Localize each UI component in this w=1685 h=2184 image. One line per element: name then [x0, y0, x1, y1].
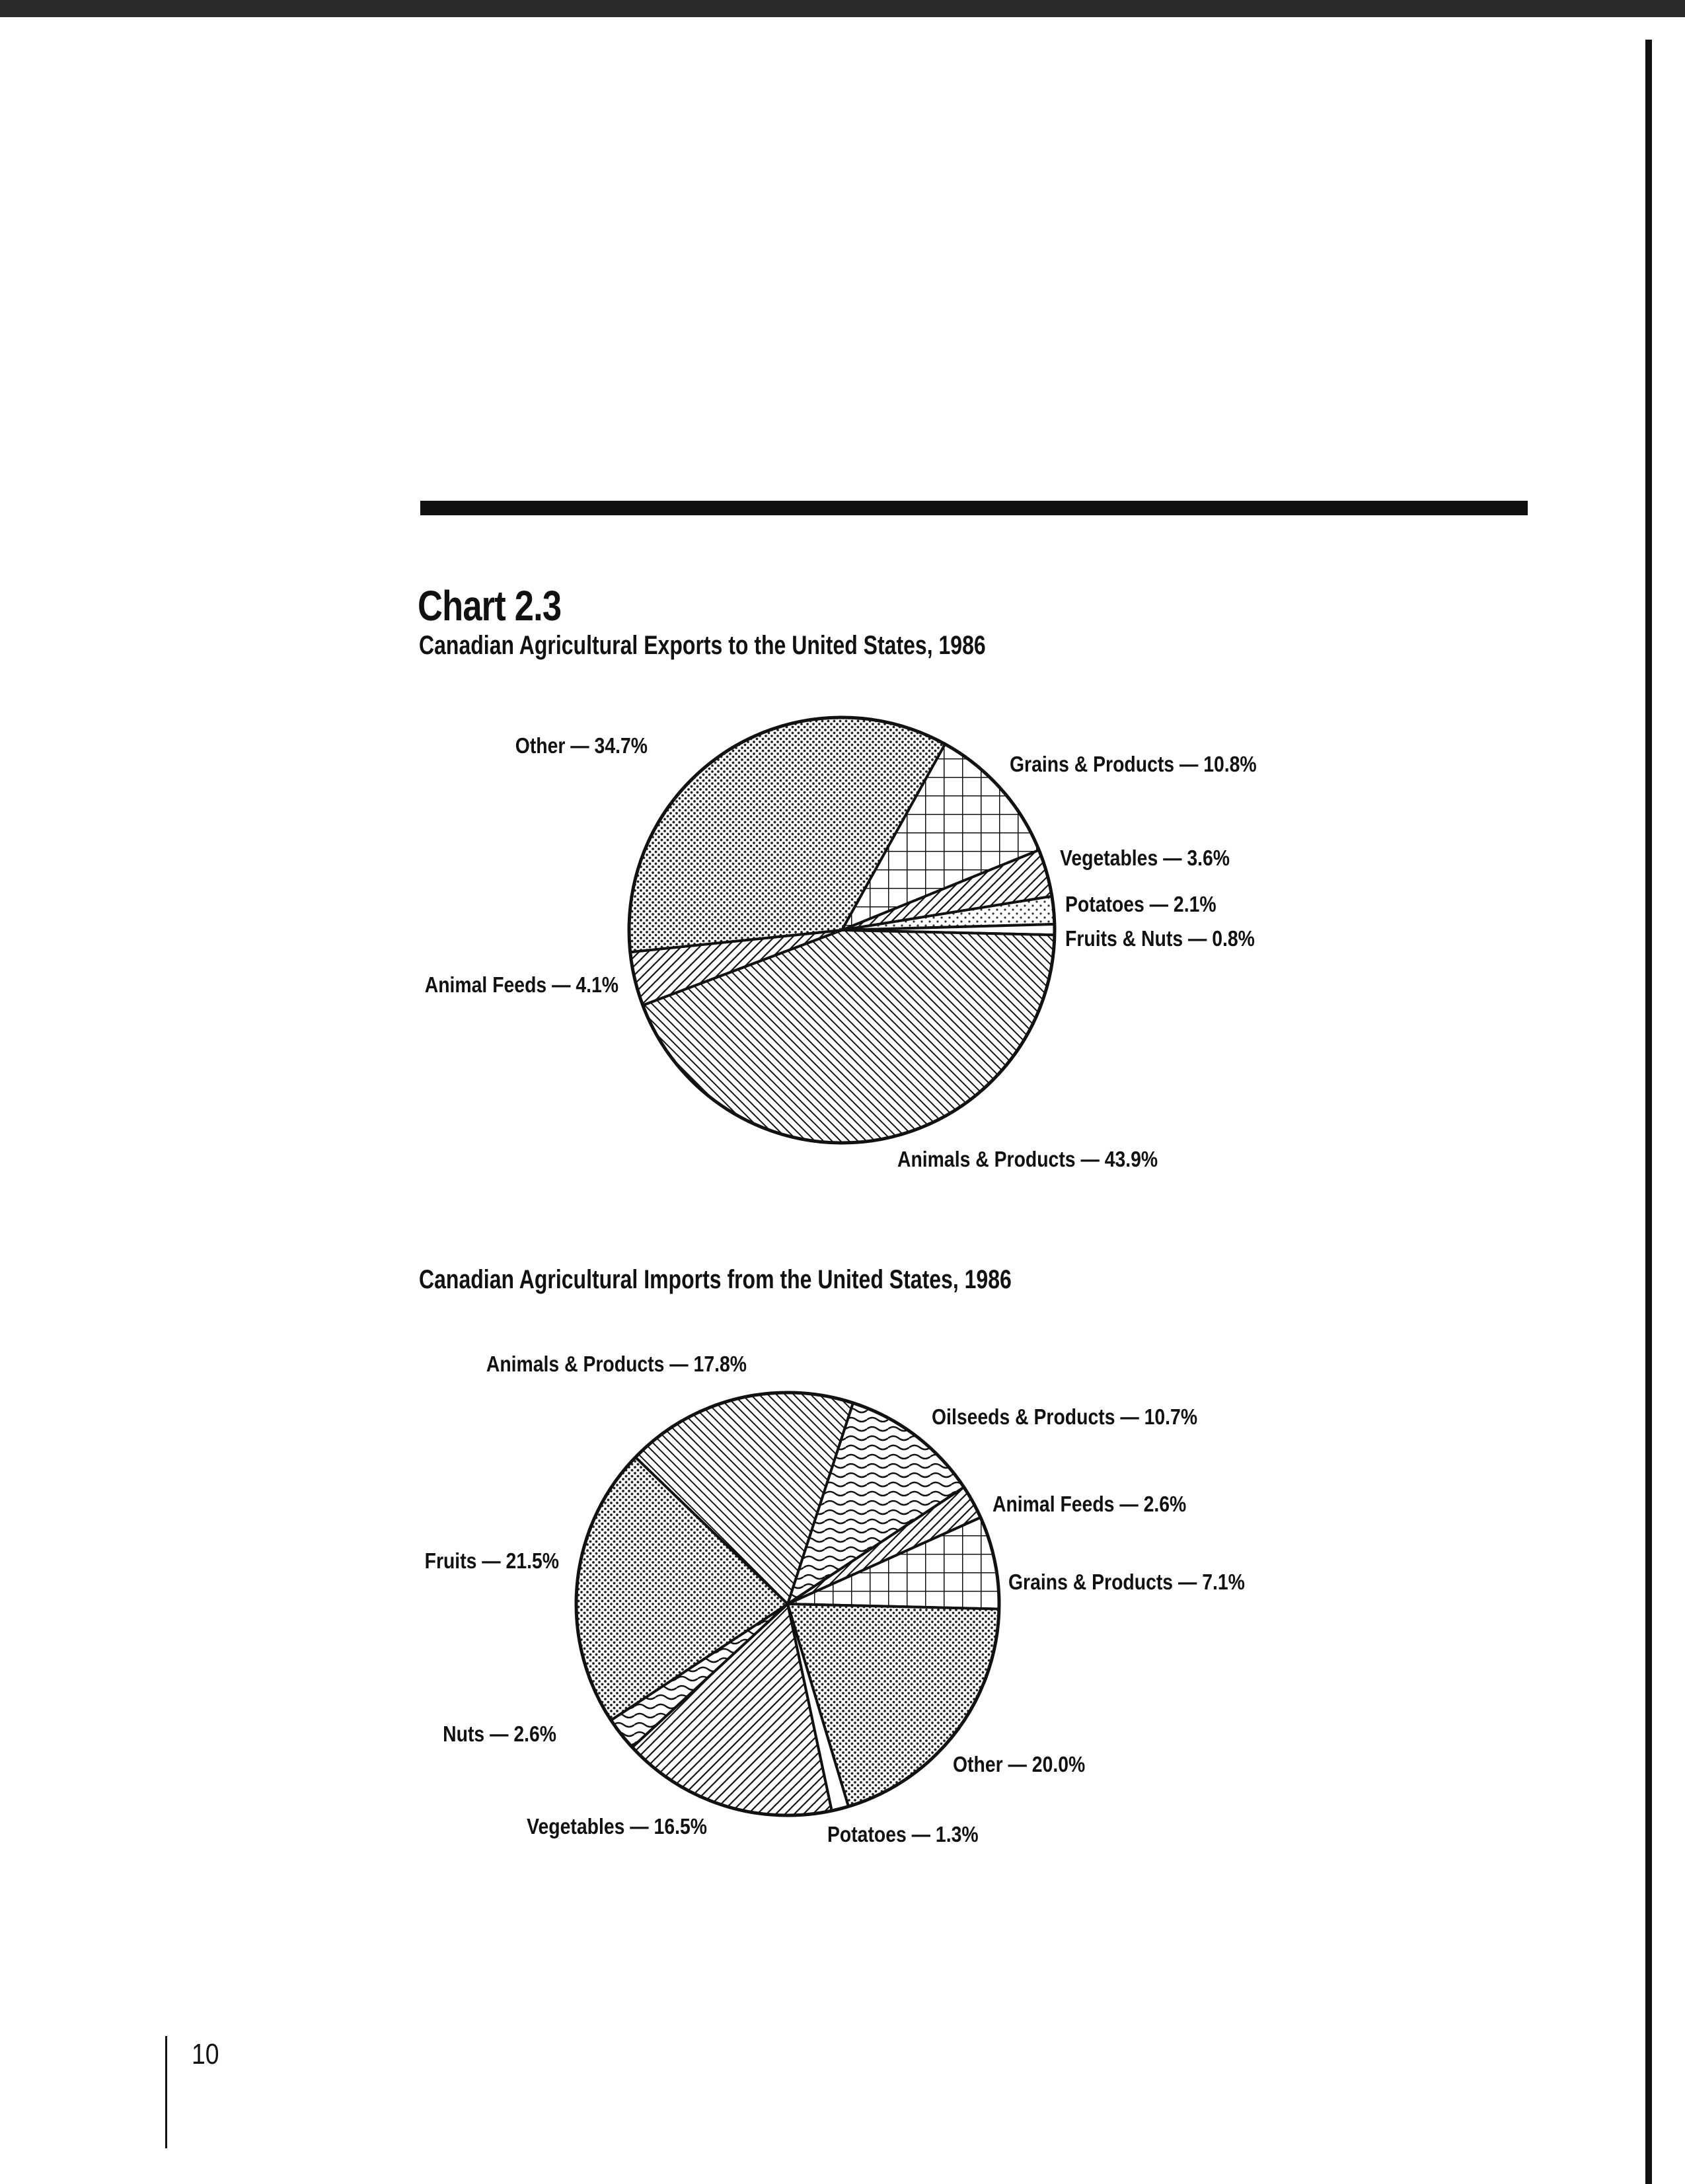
imports-pie [425, 1352, 1245, 1847]
imports-slice-label-4: Potatoes — 1.3% [827, 1821, 979, 1847]
imports-chart-title: Canadian Agricultural Imports from the United States, 1986 [419, 1265, 1012, 1294]
imports-slice-label-1: Animal Feeds — 2.6% [992, 1491, 1187, 1517]
exports-slice-label-4: Animals & Products — 43.9% [897, 1146, 1158, 1172]
imports-slice-label-5: Vegetables — 16.5% [527, 1813, 707, 1839]
imports-slice-label-7: Fruits — 21.5% [424, 1548, 559, 1574]
exports-slice-label-1: Vegetables — 3.6% [1060, 845, 1230, 871]
imports-slice-label-0: Oilseeds & Products — 10.7% [932, 1404, 1198, 1430]
imports-slice-label-2: Grains & Products — 7.1% [1008, 1569, 1245, 1595]
page-number: 10 [192, 2038, 219, 2070]
chart-number: Chart 2.3 [418, 582, 562, 630]
exports-slice-label-5: Animal Feeds — 4.1% [424, 972, 618, 998]
imports-slice-label-6: Nuts — 2.6% [443, 1721, 556, 1747]
exports-chart-title: Canadian Agricultural Exports to the United States, 1986 [419, 631, 986, 660]
page-number-rule [165, 2036, 167, 2148]
exports-slice-label-2: Potatoes — 2.1% [1065, 891, 1217, 917]
exports-pie [425, 717, 1257, 1172]
exports-slice-label-3: Fruits & Nuts — 0.8% [1065, 926, 1255, 951]
exports-slice-label-6: Other — 34.7% [515, 733, 648, 758]
imports-slice-label-3: Other — 20.0% [953, 1751, 1086, 1777]
exports-slice-label-0: Grains & Products — 10.8% [1009, 751, 1257, 777]
imports-slice-label-8: Animals & Products — 17.8% [486, 1351, 747, 1377]
